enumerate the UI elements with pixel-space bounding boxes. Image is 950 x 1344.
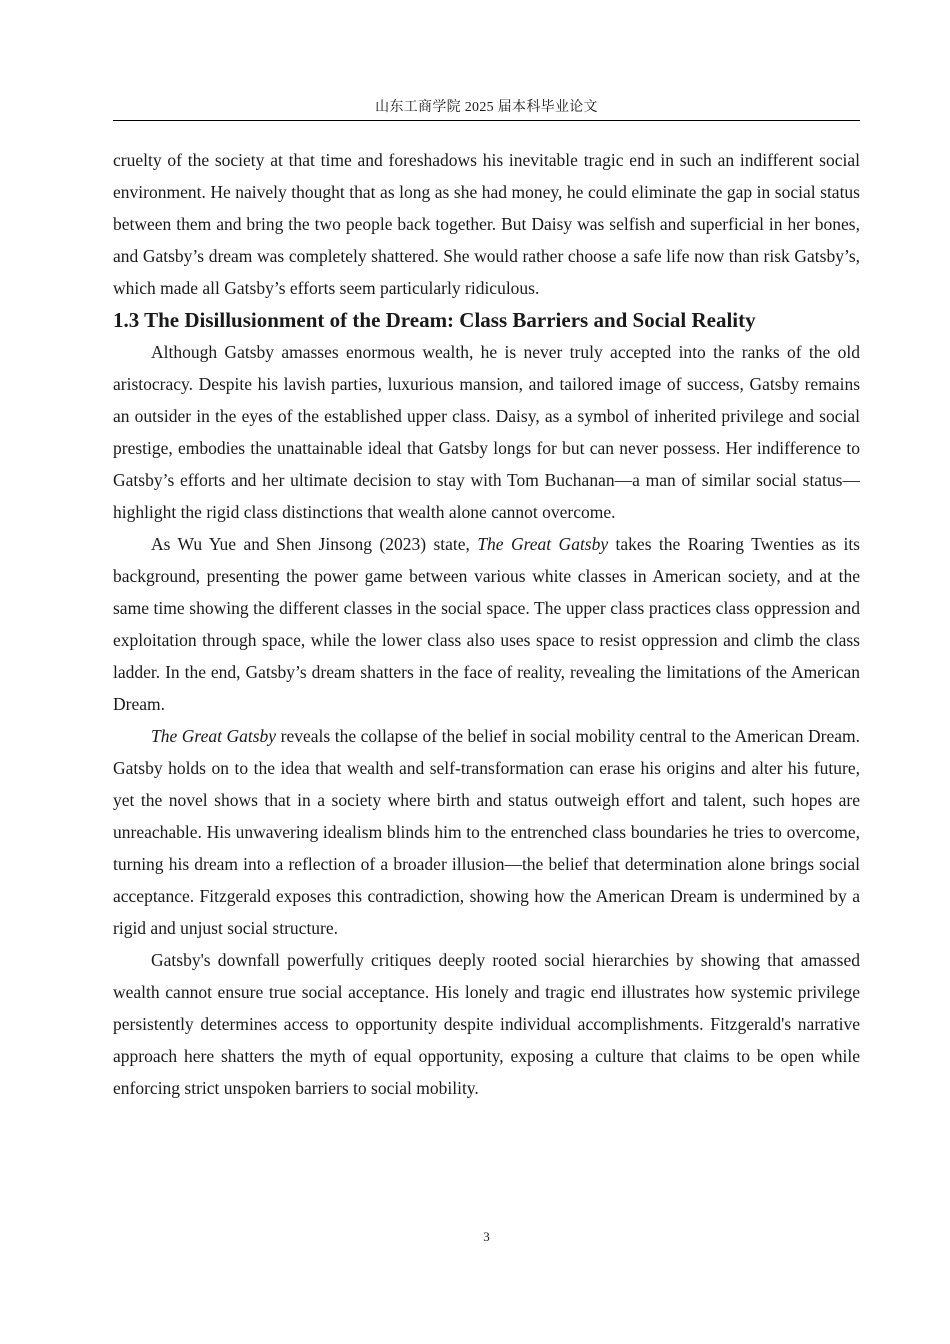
body-paragraph-continued: cruelty of the society at that time and foreshadows his inevitable tragic end in such an indifferent social environment. He naively thought that as long as she had money, he could eliminate the gap in social status between them and bring the two people back together. But Daisy was selfish and superficial in her bones, and Gatsby’s dream was completely shattered. She would rather choose a safe life now than risk Gatsby’s, which made all Gatsby’s efforts seem particularly ridiculous.: [113, 150, 860, 298]
running-header: 山东工商学院 2025 届本科毕业论文: [375, 100, 598, 115]
body-paragraph: [113, 720, 860, 944]
body-paragraph: Gatsby's downfall powerfully critiques deeply rooted social hierarchies by showing that amassed wealth cannot ensure true social acceptance. His lonely and tragic end illustrates how systemic privilege persistently determines access to opportunity despite individual accomplishments. Fitzgerald's narrative approach here shatters the myth of equal opportunity, exposing a culture that claims to be open while enforcing strict unspoken barriers to social mobility.: [113, 950, 860, 1098]
book-title: The Great Gatsby: [477, 534, 609, 554]
page-body: [113, 144, 860, 1104]
paragraph-text: As Wu Yue and Shen Jinsong (2023) state,: [151, 534, 478, 554]
header-rule: [113, 120, 860, 121]
book-title: The Great Gatsby: [151, 726, 277, 746]
body-paragraph: [113, 528, 860, 720]
paragraph-text: takes the Roaring Twenties as its background, presenting the power game between various white classes in American society, and at the same time showing the different classes in the social space. The upper class practices class oppression and exploitation through space, while the lower class also uses space to resist oppression and climb the class ladder. In the end, Gatsby’s dream shatters in the face of reality, revealing the limitations of the American Dream.: [113, 534, 860, 714]
body-paragraph: Although Gatsby amasses enormous wealth, he is never truly accepted into the ranks of the old aristocracy. Despite his lavish parties, luxurious mansion, and tailored image of success, Gatsby remains an outsider in the eyes of the established upper class. Daisy, as a symbol of inherited privilege and social prestige, embodies the unattainable ideal that Gatsby longs for but can never possess. Her indifference to Gatsby’s efforts and her ultimate decision to stay with Tom Buchanan—a man of similar social status—highlight the rigid class distinctions that wealth alone cannot overcome.: [113, 342, 860, 522]
section-heading: 1.3 The Disillusionment of the Dream: Class Barriers and Social Reality: [113, 308, 756, 332]
paragraph-text: reveals the collapse of the belief in social mobility central to the American Dream. Gatsby holds on to the idea that wealth and self-transformation can erase his origins and alter his future, yet the novel shows that in a society where birth and status outweigh effort and talent, such hopes are unreachable. His unwavering idealism blinds him to the entrenched class boundaries he tries to overcome, turning his dream into a reflection of a broader illusion—the belief that determination alone brings social acceptance. Fitzgerald exposes this contradiction, showing how the American Dream is undermined by a rigid and unjust social structure.: [113, 726, 860, 938]
page-number: 3: [483, 1229, 490, 1244]
